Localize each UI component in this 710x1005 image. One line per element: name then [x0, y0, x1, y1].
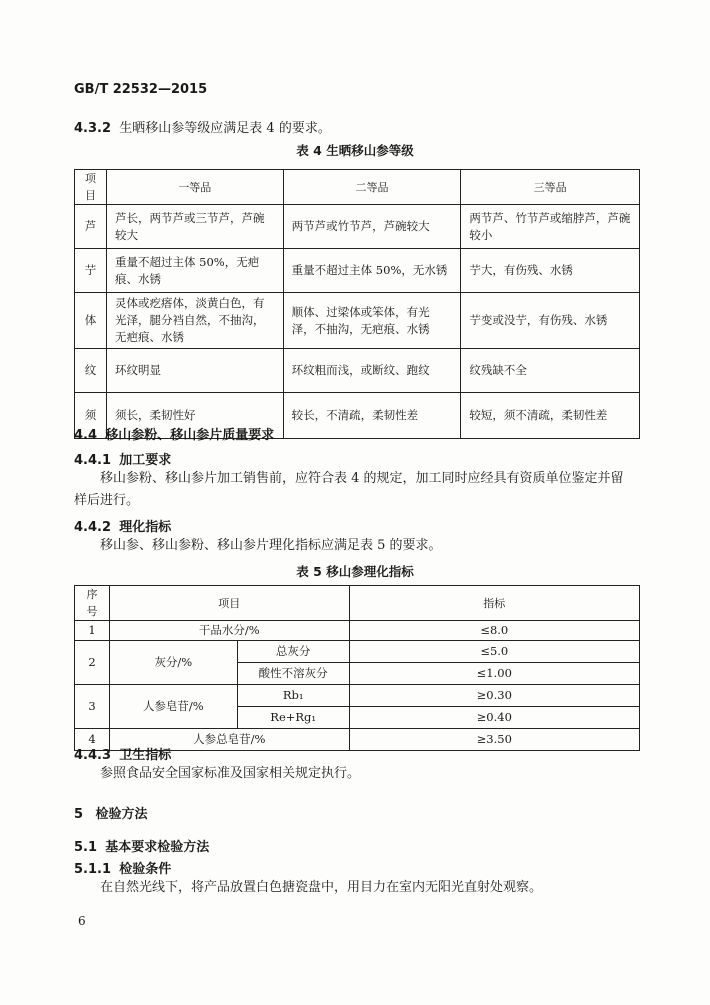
table5-header-item: 项目 [109, 586, 349, 621]
row-grade1: 灵体或疙瘩体，淡黄白色，有光泽，腿分裆自然，不抽沟，无疤痕、水锈 [106, 293, 283, 349]
section-title: 移山参粉、移山参片质量要求 [105, 428, 275, 443]
table-row [75, 621, 640, 641]
row-grade1: 重量不超过主体 50%，无疤痕、水锈 [106, 249, 283, 293]
row-value: ≥3.50 [349, 729, 639, 751]
table-row [75, 349, 640, 393]
section-title: 加工要求 [119, 453, 172, 468]
table4-header-grade2: 二等品 [283, 170, 461, 205]
table5-caption: 表 5 移山参理化指标 [296, 564, 414, 579]
section-title: 检验方法 [95, 807, 148, 822]
table5-physchem [74, 585, 640, 751]
row-value: ≥0.30 [349, 685, 639, 707]
row-no: 2 [75, 641, 110, 685]
row-grade2: 重量不超过主体 50%，无水锈 [283, 249, 461, 293]
row-subitem: Rb₁ [237, 685, 349, 707]
row-item: 芦 [75, 205, 107, 249]
table-row [75, 641, 640, 663]
section-4-4-1 [74, 449, 171, 468]
paragraph-4-4-3: 参照食品安全国家标准及国家相关规定执行。 [100, 766, 361, 781]
section-number: 4.4.1 [74, 453, 112, 468]
row-grade3: 艼大，有伤残、水锈 [461, 249, 640, 293]
row-value: ≤5.0 [349, 641, 639, 663]
row-grade3: 较短，须不清疏，柔韧性差 [461, 393, 640, 439]
section-number: 4.4 [74, 428, 98, 443]
table4-caption: 表 4 生晒移山参等级 [296, 143, 414, 158]
row-item: 须 [75, 393, 107, 439]
row-value: ≤1.00 [349, 663, 639, 685]
row-item: 人参总皂苷/% [109, 729, 349, 751]
section-5-1-1 [74, 858, 171, 877]
section-5 [74, 803, 147, 822]
row-grade1: 须长，柔韧性好 [106, 393, 283, 439]
row-item: 灰分/% [109, 641, 237, 685]
row-grade3: 艼变或没艼，有伤残、水锈 [461, 293, 640, 349]
section-number: 5.1 [74, 840, 98, 855]
row-grade1: 环纹明显 [106, 349, 283, 393]
section-number: 4.3.2 [74, 121, 112, 136]
row-grade3: 两节芦、竹节芦或缩脖芦，芦碗较小 [461, 205, 640, 249]
paragraph-5-1-1: 在自然光线下，将产品放置白色搪瓷盘中，用目力在室内无阳光直射处观察。 [100, 880, 543, 895]
row-item: 干品水分/% [109, 621, 349, 641]
section-title: 理化指标 [119, 520, 172, 535]
row-grade2: 两节芦或竹节芦，芦碗较大 [283, 205, 461, 249]
table4-header-grade3: 三等品 [461, 170, 640, 205]
section-number: 5 [74, 807, 84, 822]
row-item: 体 [75, 293, 107, 349]
section-number: 4.4.2 [74, 520, 112, 535]
row-grade2: 环纹粗而浅，或断纹、跑纹 [283, 349, 461, 393]
table4-header-grade1: 一等品 [106, 170, 283, 205]
row-no: 1 [75, 621, 110, 641]
table-row [75, 685, 640, 707]
row-grade1: 芦长，两节芦或三节芦，芦碗较大 [106, 205, 283, 249]
row-value: ≥0.40 [349, 707, 639, 729]
paragraph-4-4-2: 移山参、移山参粉、移山参片理化指标应满足表 5 的要求。 [100, 538, 442, 553]
section-number: 4.4.3 [74, 748, 112, 763]
table5-header-no: 序号 [75, 586, 110, 621]
section-4-4 [74, 424, 274, 443]
row-subitem: 总灰分 [237, 641, 349, 663]
paragraph-4-4-1: 移山参粉、移山参片加工销售前，应符合表 4 的规定，加工同时应经具有资质单位鉴定并留样后进行。 [74, 471, 624, 508]
table5-header-index: 指标 [349, 586, 639, 621]
section-text: 生晒移山参等级应满足表 4 的要求。 [119, 121, 331, 136]
table-row [75, 293, 640, 349]
row-grade2: 较长，不清疏，柔韧性差 [283, 393, 461, 439]
section-title: 检验条件 [119, 862, 172, 877]
row-subitem: 酸性不溶灰分 [237, 663, 349, 685]
row-item: 艼 [75, 249, 107, 293]
row-subitem: Re+Rg₁ [237, 707, 349, 729]
table-row [75, 249, 640, 293]
section-number: 5.1.1 [74, 862, 112, 877]
row-value: ≤8.0 [349, 621, 639, 641]
row-no: 4 [75, 729, 110, 751]
table4-header-item: 项目 [75, 170, 107, 205]
row-item: 人参皂苷/% [109, 685, 237, 729]
standard-header: GB/T 22532—2015 [74, 82, 208, 97]
section-title: 基本要求检验方法 [105, 840, 210, 855]
row-grade2: 顺体、过梁体或笨体，有光泽，不抽沟，无疤痕、水锈 [283, 293, 461, 349]
table-row [75, 205, 640, 249]
page-number: 6 [78, 914, 86, 928]
section-title: 卫生指标 [119, 748, 172, 763]
section-5-1 [74, 836, 209, 855]
row-no: 3 [75, 685, 110, 729]
table4-grade [74, 169, 640, 439]
row-grade3: 纹残缺不全 [461, 349, 640, 393]
row-item: 纹 [75, 349, 107, 393]
section-4-4-2 [74, 516, 171, 535]
section-4-3-2 [74, 117, 331, 136]
section-4-4-3 [74, 744, 171, 763]
